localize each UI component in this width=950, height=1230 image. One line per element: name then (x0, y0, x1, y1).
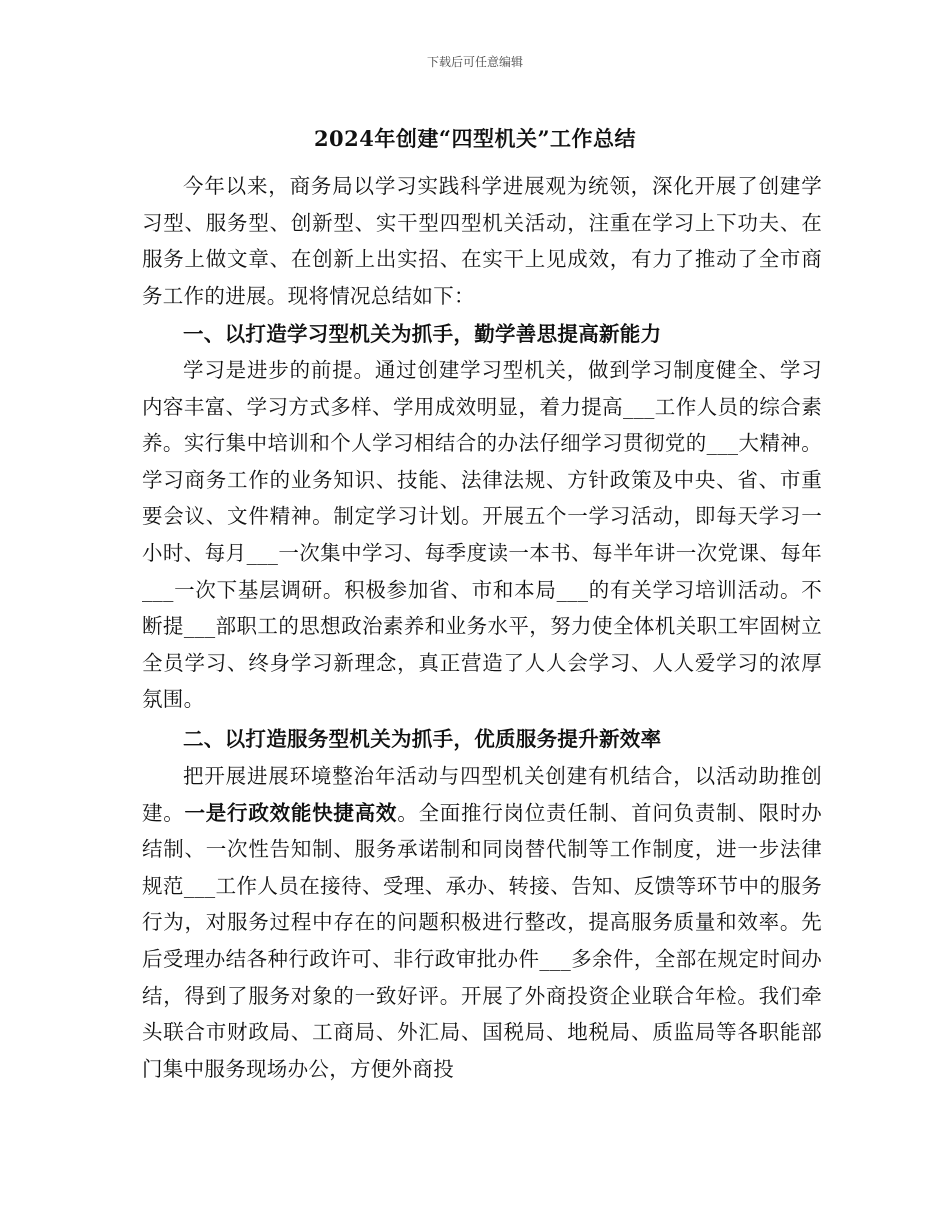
document-title: 2024年创建“四型机关”工作总结 (313, 126, 637, 151)
bold-point-1: 一是行政效能快捷高效 (184, 800, 398, 825)
paragraph-rest: 。全面推行岗位责任制、首问负责制、限时办结制、一次性告知制、服务承诺制和同岗替代制等工作制度，进一步法律规范___工作人员在接待、受理、承办、转接、告知、反馈等环节中的服务行为，对服务过程中存在的问题积极进行整改，提高服务质量和效率。先后受理办结各种行政许可、非行政审批办件___多余件，全部在规定时间办结，得到了服务对象的一致好评。开展了外商投资企业联合年检。我们牵头联合市财政局、工商局、外汇局、国税局、地税局、质监局等各职能部门集中服务现场办公，方便外商投 (142, 800, 823, 1081)
paragraph-text: 学习是进步的前提。通过创建学习型机关，做到学习制度健全、学习内容丰富、学习方式多样、学用成效明显，着力提高___工作人员的综合素养。实行集中培训和个人学习相结合的办法仔细学习贯彻党的___大精神。学习商务工作的业务知识、技能、法律法规、方针政策及中央、省、市重要会议、文件精神。制定学习计划。开展五个一学习活动，即每天学习一小时、每月___一次集中学习、每季度读一本书、每半年讲一次党课、每年___一次下基层调研。积极参加省、市和本局___的有关学习培训活动。不断提___部职工的思想政治素养和业务水平，努力使全体机关职工牢固树立全员学习、终身学习新理念，真正营造了人人会学习、人人爱学习的浓厚氛围。 (142, 358, 822, 712)
section-1-paragraph (142, 352, 822, 718)
intro-paragraph (142, 168, 822, 314)
paragraph-text (142, 758, 822, 1087)
paragraph-text: 今年以来，商务局以学习实践科学进展观为统领，深化开展了创建学习型、服务型、创新型、实干型四型机关活动，注重在学习上下功夫、在服务上做文章、在创新上出实招、在实干上见成效，有力了推动了全市商务工作的进展。现将情况总结如下： (142, 174, 822, 308)
section-2-paragraph (142, 758, 822, 1087)
paragraph-lead: 把开展进展环境整治年活动与四型机关创建有机结合，以活动助推创建。 (142, 764, 822, 825)
header-note: 下载后可任意编辑 (426, 55, 523, 69)
section-heading-1: 一、以打造学习型机关为抓手，勤学善思提高新能力 (183, 322, 662, 346)
section-heading-2: 二、以打造服务型机关为抓手，优质服务提升新效率 (183, 727, 662, 751)
